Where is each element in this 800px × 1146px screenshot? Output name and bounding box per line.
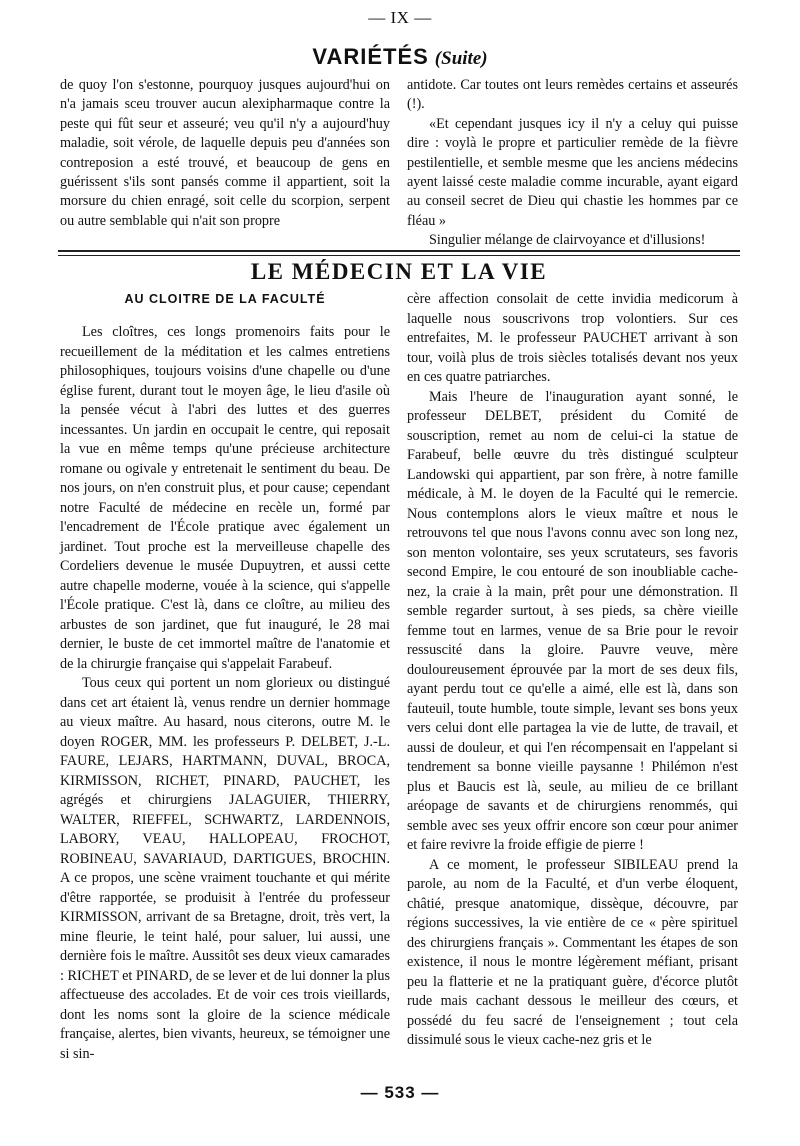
- article-right-column: [407, 290, 738, 1051]
- article-paragraph: A ce moment, le professeur SIBILEAU prend la parole, au nom de la Faculté, et d'un verbe éloquent, châtié, presque anatomique, dissèque, découvre, par régions successives, la vie entière de ce « père spirituel des chirurgiens français ». Commentant les étapes de son existence, il nous le montre légèrement méfiant, prisant peu la flatterie et ne la pratiquant guère, d'écorce plutôt rude mais cachant dessous le meilleur des cœurs, et possédé du feu sacré de l'enseignement ; tout cela dissimulé sous le vieux cache-nez gris et le: [407, 856, 738, 1048]
- section-divider-thick: [58, 250, 740, 252]
- article-paragraph: cère affection consolait de cette invidia medicorum à laquelle nous souscrivons trop volontiers. Sur ces entrefaites, M. le professeur PAUCHET arrivant à son tour, voilà plus de trois siècles totalisés devant nos yeux en ces quatre patriarches.: [407, 291, 738, 385]
- section-title-suffix: (Suite): [434, 48, 488, 69]
- article-title: LE MÉDECIN ET LA VIE: [250, 259, 548, 284]
- article-paragraph: Les cloîtres, ces longs promenoirs faits pour le recueillement de la méditation et les calmes entretiens philosophiques, toujours voisins d'une chapelle ou d'une église furent, durant tout le moyen âge, le lieu d'asile où la pensée vécut à l'abri des luttes et des guerres incessantes. Un jardin en occupait le centre, qui reposait la vue en même temps qu'une précieuse architecture romane ou ogivale y entretenait le sentiment du beau. De nos jours, on n'en construit plus, et pour cause; cependant notre Faculté de médecine en recèle un, formé par l'encadrement de l'École pratique avec également un jardinet. Tout proche est la merveilleuse chapelle des Cordeliers devenue le musée Dupuytren, et aussi cette autre chapelle moderne, vouée à la science, qui s'appelle l'École pratique. C'est là, dans ce cloître, au milieu des arbustes de son jardinet, que fut inauguré, le 28 mai dernier, le buste de cet immortel maître de l'anatomie et de la chirurgie française qui s'appelait Farabeuf.: [60, 324, 390, 672]
- article-left-column: [60, 323, 390, 1064]
- section-title: [0, 44, 800, 72]
- varietes-paragraph: antidote. Car toutes ont leurs remèdes certains et asseurés (!).: [407, 77, 738, 113]
- article-subtitle: AU CLOITRE DE LA FACULTÉ: [124, 292, 326, 306]
- section-title-text: VARIÉTÉS: [312, 44, 429, 69]
- section-divider-thin: [58, 255, 740, 256]
- article-paragraph: Mais l'heure de l'inauguration ayant sonné, le professeur DELBET, président du Comité de souscription, remet au nom de celui-ci la statue de Farabeuf, belle œuvre du très distingué sculpteur Landowski qui appartient, par son frère, à notre famille médicale, à M. le doyen de la Faculté qui le remercie. Nous contemplons alors le vieux maître et nous le retrouvons tel que nous l'avons connu avec son long nez, son menton volontaire, ses yeux scrutateurs, ses favoris second Empire, le cou entouré de son inoubliable cache-nez, la craie à la main, prêt pour une démonstration. Il semble regarder surtout, à ses pieds, sa chère vieille femme tout en larmes, venue de sa Brie pour le revoir ressuscité dans la gloire. Pauvre veuve, mère douloureusement éprouvée par la mort de ses deux fils, ayant perdu tout ce qu'elle a aimé, elle est là, dans son fauteuil, toute humble, toute simple, levant ses bons yeux vers celui dont elle partagea la vie de lutte, de travail, et aussi de douleur, et qui l'en récompensait en l'appelant si tendrement sa bonne vieille paysanne ! Philémon n'est plus et Baucis est là, seule, au milieu de ce brillant aréopage de savants et de chirurgiens renommés, qui semble avec ses yeux offrir encore son cœur pour animer et faire revivre la froide effigie de pierre !: [407, 388, 738, 853]
- varietes-right-column: [407, 76, 738, 251]
- article-paragraph: Tous ceux qui portent un nom glorieux ou distingué dans cet art étaient là, venus rendre un dernier hommage au vieux maître. Au hasard, nous citerons, outre M. le doyen ROGER, MM. les professeurs P. DELBET, J.-L. FAURE, LEJARS, HARTMANN, DUVAL, BROCA, KIRMISSON, RICHET, PINARD, PAUCHET, les agrégés et chirurgiens JALAGUIER, THIERRY, WALTER, RIEFFEL, SCHWARTZ, LARDENNOIS, LABORY, VEAU, HALLOPEAU, FROCHOT, ROBINEAU, SAVARIAUD, DARTIGUES, BROCHIN. A ce propos, une scène vraiment touchante et qui mérite d'être rapportée, se produisit à l'entrée du professeur KIRMISSON, arrivant de sa Bretagne, droit, très vert, la mine fleurie, le teint halé, pour saluer, lui aussi, une dernière fois le maître. Aussitôt ses deux vieux camarades : RICHET et PINARD, de se lever et de lui donner la plus affectueuse des accolades. Et de voir ces trois vieillards, dont les noms sont la gloire de la science médicale française, alertes, bien vivants, heureux, se témoigner une si sin-: [60, 675, 390, 1062]
- varietes-closing-paragraph: Singulier mélange de clairvoyance et d'illusions!: [429, 232, 706, 249]
- page-number: [0, 1083, 800, 1103]
- roman-folio: — IX —: [368, 8, 432, 27]
- varietes-quote-paragraph: «Et cependant jusques icy il n'y a celuy qui puisse dire : voylà le propre et particulier remède de la fièvre pestilentielle, et semble mesme que les anciens médecins ayent laissé ceste maladie comme incurable, ayant eigard au conseil secret de Dieu qui chastie les hommes par ce fléau »: [407, 115, 738, 229]
- page-number-text: — 533 —: [360, 1083, 440, 1102]
- varietes-paragraph: de quoy l'on s'estonne, pourquoy jusques aujourd'hui on n'a jamais sceu trouver aucun alexipharmaque contre la peste qui fût seur et asseuré; veu qu'il n'y a aujourd'huy maladie, soit vérole, de laquelle depuis peu d'années son contreposion a esté trouvé, et beaucoup de gens en guérissent s'ils sont pansés comme il appartient, soit la morsure du chien enragé, soit celle du scorpion, serpent ou autre semblable qui n'ait son propre: [60, 77, 390, 229]
- varietes-left-column: [60, 76, 390, 231]
